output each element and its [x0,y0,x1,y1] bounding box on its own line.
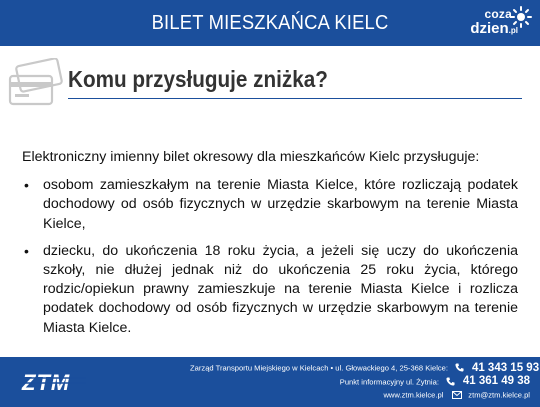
office-phone[interactable]: 41 343 15 93 [471,361,540,374]
sun-logo-icon [510,6,532,28]
heading-divider [68,98,522,99]
phone-icon [455,363,464,372]
list-item [22,242,518,338]
email-link[interactable]: ztm@ztm.kielce.pl [468,390,530,400]
footer-row-office [190,359,540,374]
eligibility-list [22,176,518,338]
info-point: Punkt informacyjny ul. Żytnia: [339,376,439,386]
cozadzien-logo [470,6,532,40]
logo-line1: coza [484,7,512,21]
section-heading: Komu przysługuje zniżka? [68,66,328,92]
payment-cards-icon [4,58,66,110]
phone-icon [446,377,455,386]
info-phone[interactable]: 41 361 49 38 [462,375,530,388]
ztm-logo-text: ZTM [22,370,71,395]
logo-suffix: .pl [508,26,518,35]
bullet-marker: • [24,242,29,259]
list-item [22,176,518,234]
ztm-logo [20,368,86,396]
list-item-text: dziecku, do ukończenia 18 roku życia, a jeżeli się uczy do ukończenia szkoły, nie dłużej jednak niż do ukończenia 25 roku życia, którego rodzic/opiekun prawny zamieszkuje na terenie Miasta Kielce i rozlicza podatek dochodowy od osób fizycznych w urzędzie skarbowym na terenie Miasta Kielce. [43,242,518,336]
footer-row-web [190,386,530,400]
bullet-marker: • [24,177,29,194]
intro-paragraph: Elektroniczny imienny bilet okresowy dla mieszkańców Kielc przysługuje: [22,149,480,165]
main-content [22,148,518,346]
footer-row-info [190,373,530,387]
office-address: Zarząd Transportu Miejskiego w Kielcach • ul. Głowackiego 4, 25-368 Kielce: [190,363,449,373]
logo-line2-main: dzien [470,20,509,37]
email-icon [452,391,462,399]
page-title: BILET MIESZKAŃCA KIELC [151,12,389,34]
footer-contact [190,359,540,400]
list-item-text: osobom zamieszkałym na terenie Miasta Kielce, które rozliczają podatek dochodowy od osób fizycznych w urzędzie skarbowym na terenie Miasta Kielce, [43,177,518,232]
website-link[interactable]: www.ztm.kielce.pl [383,390,444,400]
